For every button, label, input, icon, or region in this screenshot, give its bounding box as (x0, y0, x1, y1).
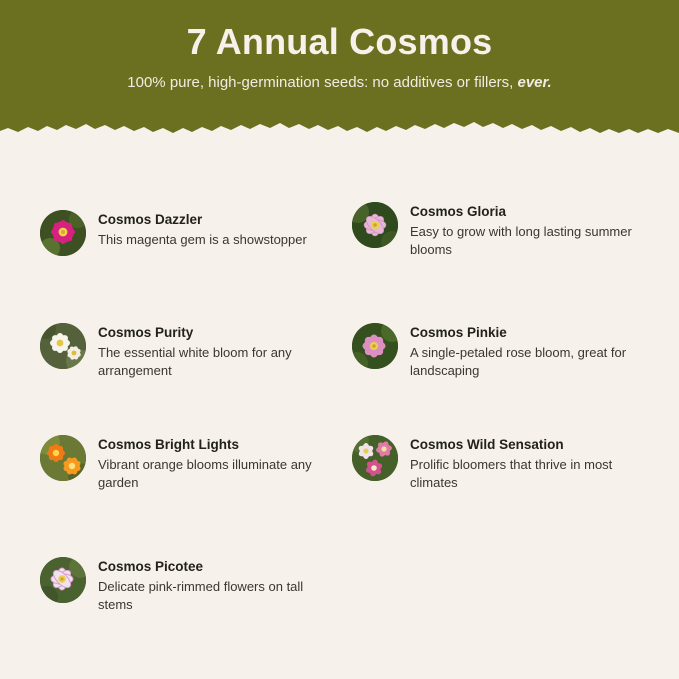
flower-thumbnail-picotee-icon (40, 557, 86, 603)
flower-thumbnail-mixed-icon (352, 435, 398, 481)
flower-thumbnail-pink-white-icon (352, 202, 398, 248)
flower-thumbnail-magenta-icon (40, 210, 86, 256)
list-item[interactable] (352, 202, 652, 259)
list-item-text (410, 323, 650, 380)
list-item[interactable] (352, 435, 652, 492)
variety-description: The essential white bloom for any arrangement (98, 345, 292, 379)
variety-name: Cosmos Gloria (410, 204, 507, 219)
variety-description: A single-petaled rose bloom, great for landscaping (410, 345, 627, 379)
list-item-text (98, 557, 338, 614)
torn-paper-edge-icon (0, 115, 679, 140)
list-item-text (98, 435, 338, 492)
variety-description: Prolific bloomers that thrive in most climates (410, 457, 613, 491)
list-item-text (98, 210, 307, 249)
header-text-block (0, 0, 679, 92)
variety-name: Cosmos Dazzler (98, 212, 203, 227)
flower-thumbnail-orange-icon (40, 435, 86, 481)
variety-description: Easy to grow with long lasting summer blooms (410, 224, 632, 258)
variety-description: This magenta gem is a showstopper (98, 232, 307, 248)
variety-description: Vibrant orange blooms illuminate any garden (98, 457, 312, 491)
subtitle-main-text: 100% pure, high-germination seeds: no additives or fillers, (127, 73, 518, 91)
page-header (0, 0, 679, 140)
list-item[interactable] (40, 323, 340, 380)
variety-name: Cosmos Purity (98, 325, 194, 340)
list-item-text (98, 323, 338, 380)
variety-name: Cosmos Wild Sensation (410, 437, 564, 452)
list-item-text (410, 435, 650, 492)
variety-name: Cosmos Picotee (98, 559, 204, 574)
page-subtitle (0, 74, 679, 92)
page-title: 7 Annual Cosmos (186, 21, 493, 62)
list-item[interactable] (352, 323, 652, 380)
variety-name: Cosmos Pinkie (410, 325, 507, 340)
subtitle-emphasis-text: ever. (517, 73, 552, 91)
list-item[interactable] (40, 557, 340, 614)
variety-name: Cosmos Bright Lights (98, 437, 239, 452)
flower-thumbnail-white-icon (40, 323, 86, 369)
variety-list (0, 140, 679, 679)
variety-description: Delicate pink-rimmed flowers on tall stems (98, 579, 304, 613)
list-item-text (410, 202, 650, 259)
flower-thumbnail-rose-icon (352, 323, 398, 369)
list-item[interactable] (40, 435, 340, 492)
list-item[interactable] (40, 210, 340, 256)
